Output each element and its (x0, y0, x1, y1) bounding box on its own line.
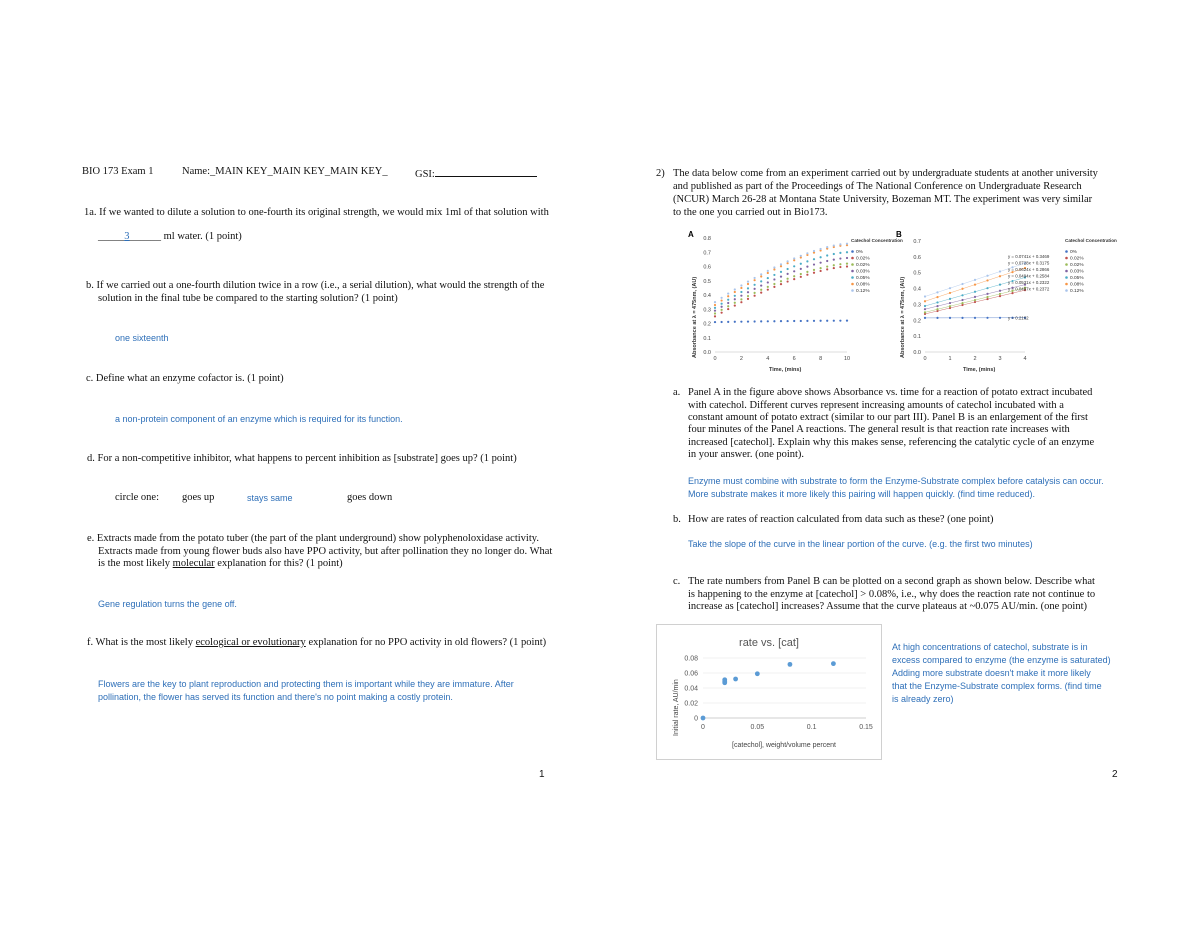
panel-a-ylabel: Absorbance at λ = 475nm, (AU) (692, 276, 698, 358)
series-point-pa-2 (839, 263, 841, 265)
panel-b-legend (1065, 238, 1117, 294)
series-point-pa-1 (833, 267, 835, 269)
panel-pa-xtick: 0 (713, 356, 717, 362)
panel-pa-ytick: 0.4 (703, 293, 711, 299)
q2-line1: The data below come from an experiment carried out by undergraduate students at another university (673, 168, 1098, 179)
q2c-line3: increase as [catechol] increases? Assume that the curve plateaus at ~0.075 AU/min. (one point) (688, 601, 1087, 612)
trend-equation: y = 0.0741x + 0.3469 (1008, 254, 1050, 259)
series-point-pa-3 (813, 263, 815, 265)
q1e-line3: is the most likely molecular explanation for this? (1 point) (98, 558, 343, 569)
panel-pa-ytick: 0.3 (703, 307, 711, 314)
series-point-pa-2 (846, 263, 848, 265)
series-point-pa-4 (767, 277, 769, 279)
series-point-pa-6 (721, 297, 723, 299)
series-point-pa-6 (780, 263, 782, 265)
q2a-label: a. (673, 387, 681, 398)
panel-pa-ytick: 0.7 (703, 250, 711, 257)
series-point-pa-0 (833, 320, 835, 322)
q1d-option-up: goes up (182, 492, 215, 503)
series-point-pa-1 (747, 298, 749, 300)
q2a-line4: four minutes of the Panel A reactions. The general result is that reaction rate increases with (688, 424, 1070, 435)
series-point-pa-1 (773, 286, 775, 288)
series-point-pa-3 (773, 278, 775, 280)
series-point-pa-4 (787, 268, 789, 270)
series-point-pa-2 (721, 309, 723, 311)
gsi-blank (435, 166, 537, 177)
series-point-pa-4 (839, 252, 841, 254)
series-point-pa-4 (800, 263, 802, 265)
series-point-pa-1 (826, 268, 828, 270)
series-point-pa-3 (839, 257, 841, 259)
series-point-pa-1 (839, 266, 841, 268)
series-point-pa-3 (806, 266, 808, 268)
name-label: Name:_MAIN KEY_MAIN KEY_MAIN KEY_ (182, 166, 388, 177)
rate-chart-ytick: 0.04 (684, 685, 698, 693)
series-point-pa-0 (806, 320, 808, 322)
series-point-pa-6 (787, 260, 789, 262)
series-point-pa-4 (773, 274, 775, 276)
legend-marker (1065, 276, 1068, 279)
legend-marker (1065, 289, 1068, 292)
panel-pb-ytick: 0.4 (913, 286, 921, 293)
rate-chart-ytick: 0 (694, 715, 698, 723)
series-point-pa-5 (714, 304, 716, 306)
trend-equation: y = 0.0624x + 0.2866 (1008, 267, 1050, 272)
series-point-pa-6 (813, 250, 815, 252)
panel-pa-ytick: 0.2 (703, 321, 711, 328)
series-point-pa-1 (734, 304, 736, 306)
series-point-pa-0 (800, 320, 802, 322)
q1f-answer-line1: Flowers are the key to plant reproduction and protecting them is important while they are immature. After (98, 679, 514, 689)
series-point-pa-6 (747, 281, 749, 283)
series-point-pa-0 (767, 320, 769, 322)
series-point-pa-1 (760, 292, 762, 294)
series-point-pa-2 (734, 302, 736, 304)
series-point-pa-1 (714, 315, 716, 317)
q2a-line2: with catechol. Different curves represent increasing amounts of catechol incubated with a (688, 400, 1064, 411)
panel-a-points (714, 243, 848, 324)
series-point-pa-3 (760, 284, 762, 286)
series-point-pa-4 (714, 307, 716, 309)
legend-title: Catechol Concentration (851, 238, 903, 243)
series-point-pa-2 (833, 264, 835, 266)
series-point-pa-3 (833, 259, 835, 261)
q1a-text: 1a. If we wanted to dilute a solution to one-fourth its original strength, we would mix 1ml of that solution with (84, 207, 549, 218)
q1a-answer-line: _____3______ ml water. (1 point) (98, 231, 242, 242)
panel-b-ylabel: Absorbance at λ = 475nm, (AU) (900, 276, 906, 358)
series-point-pa-4 (721, 303, 723, 305)
series-point-pa-2 (714, 312, 716, 314)
legend-marker (851, 283, 854, 286)
series-point-pa-1 (721, 312, 723, 314)
series-point-pa-6 (767, 270, 769, 272)
series-point-pa-2 (754, 292, 756, 294)
q1d-text: d. For a non-competitive inhibitor, what happens to percent inhibition as [substrate] goes up? (1 point) (87, 453, 517, 464)
series-point-pa-2 (740, 298, 742, 300)
q2-line4: to the one you carried out in Bio173. (673, 207, 828, 218)
series-point-pa-0 (820, 320, 822, 322)
series-point-pa-2 (787, 278, 789, 280)
panel-pa-xtick: 4 (766, 356, 770, 362)
course-title: BIO 173 Exam 1 (82, 166, 154, 177)
series-point-pa-6 (734, 288, 736, 290)
legend-entry: 0.02% (856, 263, 870, 268)
panel-pa-xtick: 8 (819, 356, 823, 362)
series-point-pa-1 (813, 272, 815, 274)
q1b-line1: b. If we carried out a one-fourth dilution twice in a row (i.e., a serial dilution), what would the strength of the (86, 280, 545, 291)
q1c-answer: a non-protein component of an enzyme which is required for its function. (115, 414, 403, 424)
rate-chart-point (788, 662, 793, 667)
series-point-pa-1 (820, 270, 822, 272)
panel-pb-xtick: 3 (998, 356, 1002, 362)
series-point-pa-3 (727, 302, 729, 304)
q2c-answer-line2: excess compared to enzyme (the enzyme is saturated) (892, 655, 1111, 665)
q1c-text: c. Define what an enzyme cofactor is. (1 point) (86, 373, 284, 384)
series-point-pa-6 (773, 266, 775, 268)
series-point-pa-1 (846, 265, 848, 267)
q2c-line1: The rate numbers from Panel B can be plotted on a second graph as shown below. Describe what (688, 576, 1095, 587)
series-point-pa-4 (754, 284, 756, 286)
rate-chart-xtick: 0.15 (859, 724, 873, 731)
series-point-pa-1 (754, 295, 756, 297)
series-point-pa-4 (727, 299, 729, 301)
series-point-pa-4 (820, 256, 822, 258)
panel-b-equations (1008, 254, 1050, 320)
legend-marker (851, 250, 854, 253)
rate-chart-xtick: 0.05 (750, 724, 765, 731)
series-point-pa-2 (793, 275, 795, 277)
legend-marker (851, 257, 854, 260)
series-point-pa-2 (806, 271, 808, 273)
rate-chart-xtick: 0.1 (806, 724, 817, 731)
panel-pb-xtick: 2 (973, 356, 977, 362)
q1f-answer-line2: pollination, the flower has served its function and there's no point making a costly protein. (98, 692, 453, 702)
name-value: _MAIN KEY_MAIN KEY_MAIN KEY_ (210, 166, 388, 177)
series-point-pa-2 (727, 305, 729, 307)
legend-marker (851, 263, 854, 266)
series-point-pa-4 (793, 265, 795, 267)
series-point-pa-6 (793, 257, 795, 259)
legend-entry: 0.03% (1070, 269, 1084, 275)
series-point-pa-1 (767, 289, 769, 291)
q1e-line2: Extracts made from young flower buds also have PPO activity, but after pollination they no longer do. What (98, 546, 553, 557)
series-point-pa-6 (826, 246, 828, 248)
series-point-pa-0 (826, 320, 828, 322)
series-point-pa-2 (773, 283, 775, 285)
gsi-label: GSI: (415, 166, 537, 182)
series-point-pa-0 (721, 321, 723, 323)
q1d-option-same: stays same (247, 493, 293, 503)
series-point-pa-4 (846, 251, 848, 253)
series-point-pa-1 (780, 283, 782, 285)
panel-pb-xtick: 0 (923, 356, 927, 362)
series-point-pa-4 (806, 260, 808, 262)
rate-chart-point (701, 716, 706, 721)
rate-chart-title: rate vs. [cat] (739, 637, 799, 649)
series-point-pa-5 (721, 299, 723, 301)
rate-chart-ytick: 0.06 (684, 670, 698, 678)
series-point-pa-4 (734, 295, 736, 297)
series-point-pa-5 (754, 279, 756, 281)
series-point-pa-3 (734, 298, 736, 300)
series-point-pa-2 (820, 267, 822, 269)
rate-chart-point (733, 677, 738, 682)
series-point-pa-4 (826, 254, 828, 256)
panel-b-xlabel: Time, (mins) (963, 367, 996, 373)
series-point-pa-0 (793, 320, 795, 322)
panel-pa-xtick: 6 (792, 356, 796, 362)
q2b-answer: Take the slope of the curve in the linear portion of the curve. (e.g. the first two minutes) (688, 539, 1033, 549)
series-point-pa-1 (740, 301, 742, 303)
series-point-pa-4 (760, 280, 762, 282)
series-point-pa-2 (780, 280, 782, 282)
series-point-pa-1 (727, 308, 729, 310)
legend-marker (851, 270, 854, 273)
q1b-line2: solution in the final tube be compared to the starting solution? (1 point) (98, 293, 398, 304)
legend-entry: 0.05% (1070, 276, 1084, 281)
q2-line3: (NCUR) March 26-28 at Montana State University, Bozeman MT. The experiment was very similar (673, 194, 1093, 205)
series-point-pa-2 (760, 289, 762, 291)
series-point-pa-3 (767, 281, 769, 283)
series-point-pa-0 (773, 320, 775, 322)
panel-pb-ytick: 0.0 (913, 350, 921, 356)
q2c-answer-line1: At high concentrations of catechol, substrate is in (892, 642, 1088, 652)
series-point-pa-4 (833, 253, 835, 255)
legend-entry: 0% (856, 250, 863, 255)
series-point-pa-0 (734, 321, 736, 323)
q2c-answer-line4: that the Enzyme-Substrate complex forms. (find time (892, 681, 1102, 691)
panel-pb-ytick: 0.2 (913, 318, 921, 325)
series-point-pa-6 (806, 252, 808, 254)
series-point-pa-3 (780, 275, 782, 277)
trend-equation: y = 0.0497x + 0.2372 (1008, 286, 1050, 292)
series-point-pa-0 (760, 320, 762, 322)
q1a-answer: 3 (124, 231, 130, 242)
series-point-pa-5 (780, 265, 782, 267)
series-point-pa-5 (760, 275, 762, 277)
series-point-pa-5 (734, 291, 736, 293)
q2-line2: and published as part of the Proceedings of The National Conference on Undergraduate Research (673, 181, 1082, 192)
panel-b-xticks (923, 356, 1026, 362)
page-number-2: 2 (1112, 769, 1118, 780)
panel-a-label: A (688, 230, 694, 239)
series-point-pa-6 (727, 292, 729, 294)
series-point-pa-0 (754, 320, 756, 322)
legend-marker (851, 289, 854, 292)
series-point-pa-4 (747, 287, 749, 289)
panel-pa-ytick: 0.8 (703, 236, 711, 242)
series-point-pa-3 (793, 270, 795, 272)
series-point-pa-2 (826, 265, 828, 267)
series-point-pa-6 (839, 243, 841, 245)
series-point-pa-0 (813, 320, 815, 322)
series-point-pa-1 (793, 278, 795, 280)
legend-entry: 0.02% (1070, 263, 1084, 268)
series-point-pa-1 (787, 280, 789, 282)
series-point-pa-3 (820, 262, 822, 264)
series-point-pa-2 (800, 273, 802, 275)
panel-pa-ytick: 0.1 (703, 335, 711, 342)
q1d-option-down: goes down (347, 492, 393, 503)
panel-pb-ytick: 0.1 (913, 334, 921, 341)
series-point-pa-6 (846, 243, 848, 245)
legend-marker (1065, 250, 1068, 253)
q2b-text: How are rates of reaction calculated from data such as these? (one point) (688, 514, 994, 525)
trendline-1 (925, 290, 1025, 314)
series-point-pa-1 (806, 274, 808, 276)
series-point-pa-5 (740, 287, 742, 289)
panel-pb-ytick: 0.5 (913, 270, 921, 277)
series-point-pa-3 (787, 273, 789, 275)
legend-entry: 0.02% (1070, 256, 1084, 262)
rate-chart-ytick: 0.08 (684, 655, 698, 663)
series-point-pa-0 (714, 321, 716, 323)
series-point-pa-3 (740, 295, 742, 297)
rate-chart-xtick: 0 (701, 724, 705, 731)
series-point-pa-4 (740, 291, 742, 293)
series-point-pa-4 (813, 258, 815, 260)
q2a-line6: in your answer. (one point). (688, 449, 805, 460)
panel-b-label: B (896, 230, 902, 239)
legend-entry: 0.12% (1070, 289, 1084, 294)
series-point-pa-3 (747, 291, 749, 293)
q1b-answer: one sixteenth (115, 333, 169, 343)
panel-a-chart (685, 226, 903, 374)
panel-a-xticks (713, 356, 850, 362)
series-point-pa-5 (747, 283, 749, 285)
panel-pb-ytick: 0.3 (913, 302, 921, 309)
series-point-pa-6 (754, 277, 756, 279)
series-point-pa-0 (780, 320, 782, 322)
q2a-line1: Panel A in the figure above shows Absorbance vs. time for a reaction of potato extract incubated (688, 387, 1093, 398)
series-point-pa-4 (780, 271, 782, 273)
q2a-answer-line2: More substrate makes it more likely this pairing will happen quickly. (find time reduced). (688, 489, 1035, 499)
trend-equation: y = 0.0494x + 0.2584 (1008, 273, 1050, 279)
legend-marker (851, 276, 854, 279)
series-point-pa-3 (800, 268, 802, 270)
q1d-circle-label: circle one: (115, 492, 160, 503)
series-point-pa-3 (754, 288, 756, 290)
series-point-pa-5 (727, 295, 729, 297)
rate-chart-point (831, 661, 836, 666)
q1f-text: f. What is the most likely ecological or evolutionary explanation for no PPO activity in old flowers? (1 point) (87, 637, 547, 648)
panel-pb-ytick: 0.6 (913, 254, 921, 261)
rate-chart-point (755, 671, 760, 676)
q2b-label: b. (673, 514, 681, 525)
panel-b-yticks (913, 239, 921, 356)
q2a-answer-line1: Enzyme must combine with substrate to form the Enzyme-Substrate complex before catalysis can occur. (688, 476, 1104, 486)
series-point-pa-0 (787, 320, 789, 322)
rate-chart-point (722, 677, 727, 682)
series-point-pa-3 (721, 306, 723, 308)
legend-marker (1065, 270, 1068, 273)
series-point-pa-2 (747, 295, 749, 297)
series-point-pa-6 (740, 284, 742, 286)
panel-pa-ytick: 0.6 (703, 264, 711, 271)
legend-entry: 0.05% (856, 276, 870, 281)
legend-entry: 0% (1070, 250, 1077, 255)
trend-equation: y = 0.0531x + 0.2322 (1008, 280, 1050, 285)
legend-entry: 0.02% (856, 256, 870, 262)
legend-title: Catechol Concentration (1065, 238, 1117, 243)
panel-a-yticks (703, 236, 711, 356)
q2a-line5: increased [catechol]. Explain why this makes sense, referencing the catalytic cycle of an enzyme (688, 437, 1095, 448)
q2c-answer-line3: Adding more substrate doesn't make it more likely (892, 668, 1091, 678)
series-point-pa-0 (740, 321, 742, 323)
series-point-pa-6 (820, 248, 822, 250)
panel-pb-xtick: 1 (948, 356, 952, 362)
legend-marker (1065, 263, 1068, 266)
panel-pa-ytick: 0.5 (703, 278, 711, 285)
series-point-pa-1 (800, 276, 802, 278)
series-point-pa-2 (813, 269, 815, 271)
series-point-pa-3 (714, 310, 716, 312)
q2-number: 2) (656, 168, 665, 179)
panel-a-xlabel: Time, (mins) (769, 367, 802, 373)
series-point-pa-0 (839, 320, 841, 322)
series-point-pa-6 (714, 301, 716, 303)
legend-entry: 0.03% (856, 269, 870, 275)
q1e-line1: e. Extracts made from the potato tuber (the part of the plant underground) show polyphenoloxidase activity. (87, 533, 539, 544)
series-point-pa-6 (800, 255, 802, 257)
series-point-pa-5 (767, 272, 769, 274)
series-point-pa-3 (846, 257, 848, 259)
legend-entry: 0.12% (856, 289, 870, 294)
panel-pa-ytick: 0.0 (703, 350, 711, 356)
panel-pa-xtick: 10 (843, 356, 851, 362)
panel-pa-xtick: 2 (739, 356, 743, 362)
rate-chart-xlabel: [catechol], weight/volume percent (732, 742, 836, 749)
q2a-line3: constant amount of potato extract (similar to our part III). Panel B is an enlargement of the first (688, 412, 1088, 423)
series-point-pa-0 (747, 320, 749, 322)
q2c-answer-line5: is already zero) (892, 694, 954, 704)
legend-entry: 0.08% (1070, 282, 1084, 288)
rate-chart (656, 624, 882, 760)
series-point-pa-0 (727, 321, 729, 323)
page-number-1: 1 (539, 769, 545, 780)
series-point-pa-6 (833, 244, 835, 246)
rate-chart-ytick: 0.02 (684, 700, 698, 708)
legend-marker (1065, 257, 1068, 260)
legend-entry: 0.08% (856, 282, 870, 288)
legend-marker (1065, 283, 1068, 286)
q2c-label: c. (673, 576, 681, 587)
series-point-pa-3 (826, 260, 828, 262)
panel-b-chart (893, 226, 1117, 374)
series-point-pa-0 (846, 320, 848, 322)
q1e-answer: Gene regulation turns the gene off. (98, 599, 237, 609)
series-point-pa-5 (773, 268, 775, 270)
series-point-pa-2 (767, 286, 769, 288)
series-point-pa-6 (760, 273, 762, 275)
panel-pb-ytick: 0.7 (913, 239, 921, 245)
rate-chart-ylabel: Initial rate, AU/min (673, 679, 680, 736)
panel-pb-xtick: 4 (1023, 356, 1027, 362)
trend-equation: y = 0.2162 (1008, 315, 1029, 321)
trend-equation: y = 0.0728x + 0.3175 (1008, 260, 1050, 266)
q2c-line2: is happening to the enzyme at [catechol] > 0.08%, i.e., why does the reaction rate not continue to (688, 589, 1096, 600)
